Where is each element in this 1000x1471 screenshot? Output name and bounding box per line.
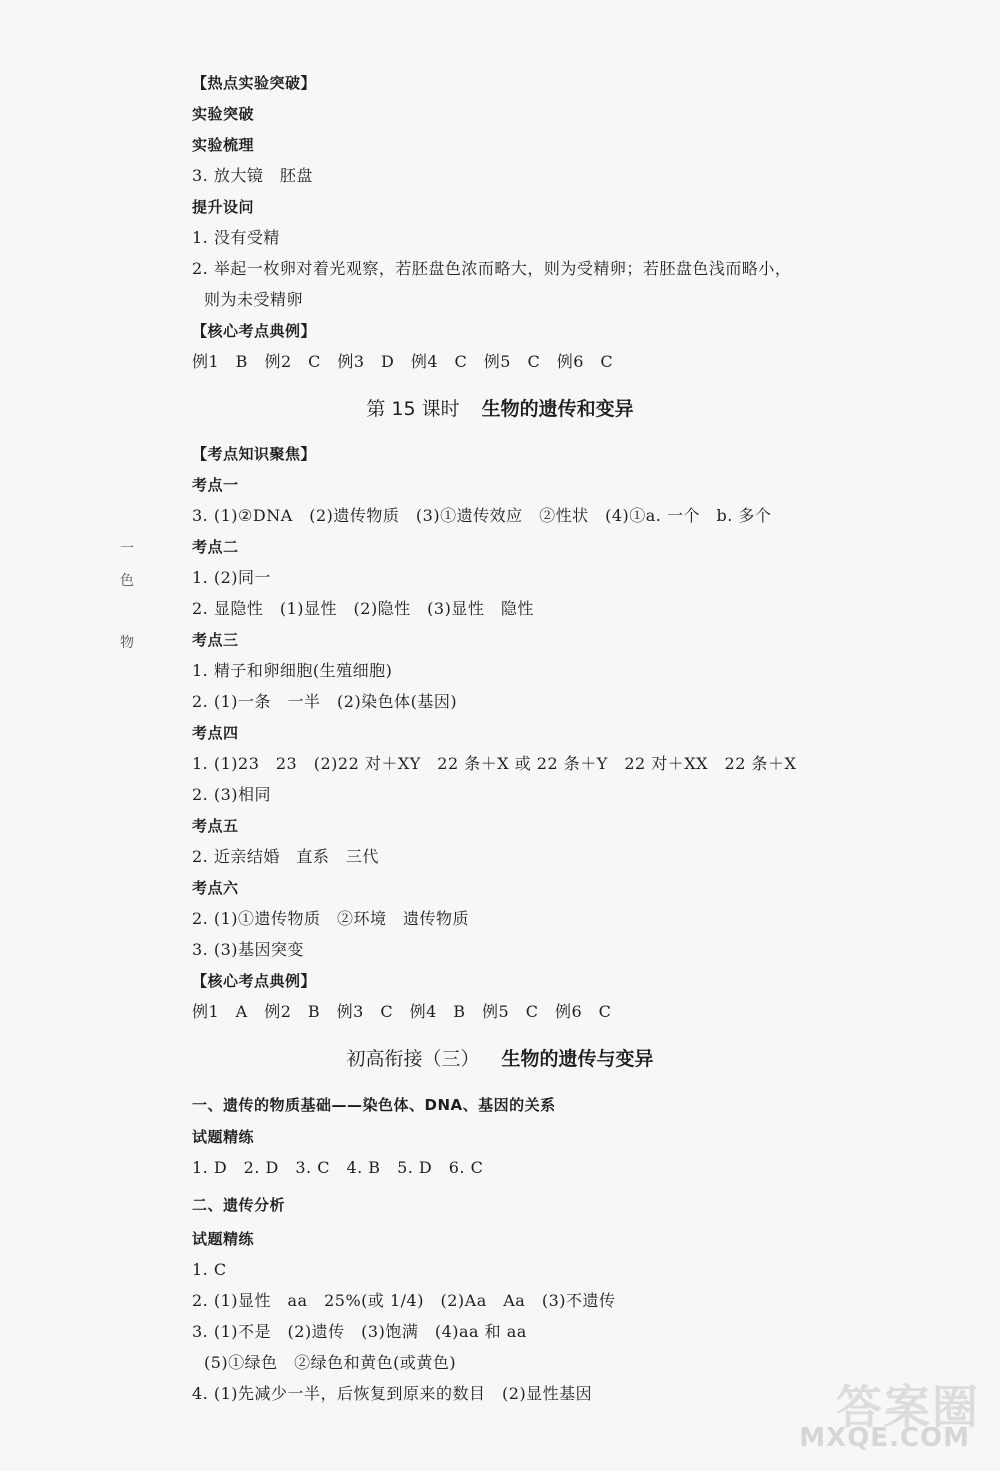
answer-line: 1. 没有受精	[192, 228, 280, 247]
bridge-section-1-heading: 一、遗传的物质基础——染色体、DNA、基因的关系	[192, 1096, 556, 1114]
answer-line-continuation: 则为未受精卵	[204, 290, 304, 309]
lesson-name: 生物的遗传和变异	[481, 398, 634, 420]
watermark-url: MXQE.COM	[799, 1423, 970, 1453]
answer-line: 4. (1)先减少一半，后恢复到原来的数目 (2)显性基因	[192, 1384, 593, 1403]
watermark	[780, 1371, 980, 1461]
topic-heading-1: 考点一	[192, 476, 239, 494]
practice-subheading: 试题精练	[192, 1128, 255, 1146]
answer-line: 2. (1)一条 一半 (2)染色体(基因)	[192, 692, 458, 711]
bleed-through-char: 一	[120, 541, 134, 557]
bridge-title	[0, 1046, 1000, 1072]
bridge-number: 初高衔接（三）	[346, 1048, 480, 1070]
subheading-advanced-questions: 提升设问	[192, 198, 255, 216]
example-answers: 例1 A 例2 B 例3 C 例4 B 例5 C 例6 C	[192, 1002, 612, 1021]
answer-line: 1. C	[192, 1260, 227, 1279]
bleed-through-char: 色	[120, 573, 134, 589]
answer-line: 1. D 2. D 3. C 4. B 5. D 6. C	[192, 1158, 484, 1177]
answer-line: 1. 精子和卵细胞(生殖细胞)	[192, 661, 393, 680]
answer-line: 1. (2)同一	[192, 568, 272, 587]
answer-line: 2. 举起一枚卵对着光观察，若胚盘色浓而略大，则为受精卵；若胚盘色浅而略小，	[192, 259, 792, 278]
topic-heading-2: 考点二	[192, 538, 239, 556]
topic-heading-6: 考点六	[192, 879, 239, 897]
answer-line: 1. (1)23 23 (2)22 对＋XY 22 条＋X 或 22 条＋Y 22 对＋XX 22 条＋X	[192, 754, 797, 773]
answer-line: 3. (1)不是 (2)遗传 (3)饱满 (4)aa 和 aa	[192, 1322, 527, 1341]
bridge-name: 生物的遗传与变异	[501, 1048, 654, 1070]
lesson-title	[0, 396, 1000, 422]
answer-line: 2. (3)相同	[192, 785, 272, 804]
answer-line: 2. (1)①遗传物质 ②环境 遗传物质	[192, 909, 470, 928]
lesson-number: 第 15 课时	[366, 398, 460, 420]
section-header-core-examples: 【核心考点典例】	[192, 972, 317, 990]
answer-line: 3. (3)基因突变	[192, 940, 305, 959]
answer-line: 2. (1)显性 aa 25%(或 1/4) (2)Aa Aa (3)不遗传	[192, 1291, 616, 1310]
section-header-core-examples: 【核心考点典例】	[192, 322, 317, 340]
answer-line: 3. 放大镜 胚盘	[192, 166, 313, 185]
answer-line-continuation: (5)①绿色 ②绿色和黄色(或黄色)	[204, 1353, 457, 1372]
subheading-experiment-review: 实验梳理	[192, 136, 255, 154]
bridge-section-2-heading: 二、遗传分析	[192, 1196, 286, 1214]
topic-heading-3: 考点三	[192, 631, 239, 649]
subheading-experiment-breakthrough: 实验突破	[192, 105, 255, 123]
answer-line: 2. 近亲结婚 直系 三代	[192, 847, 379, 866]
topic-heading-5: 考点五	[192, 817, 239, 835]
section-header-hot-experiment: 【热点实验突破】	[192, 74, 317, 92]
topic-heading-4: 考点四	[192, 724, 239, 742]
watermark-logo-text: 答案圈	[836, 1380, 980, 1434]
answer-line: 2. 显隐性 (1)显性 (2)隐性 (3)显性 隐性	[192, 599, 534, 618]
section-header-knowledge-focus: 【考点知识聚焦】	[192, 445, 317, 463]
practice-subheading: 试题精练	[192, 1230, 255, 1248]
example-answers: 例1 B 例2 C 例3 D 例4 C 例5 C 例6 C	[192, 352, 614, 371]
bleed-through-char: 物	[120, 635, 134, 651]
answer-line: 3. (1)②DNA (2)遗传物质 (3)①遗传效应 ②性状 (4)①a. 一个 b. 多个	[192, 506, 772, 525]
